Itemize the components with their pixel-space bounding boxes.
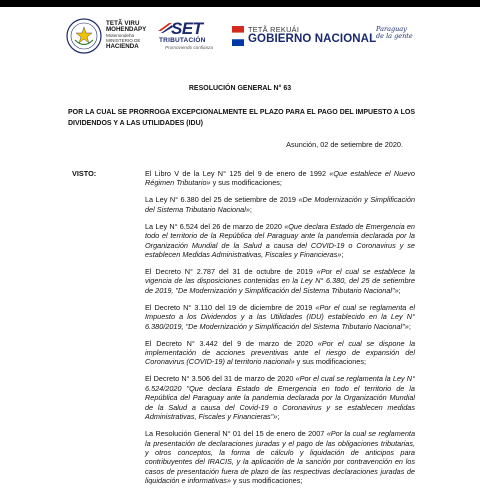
visto-paragraph: La Ley N° 6.380 del 25 de setiembre de 2019 «De Modernización y Simplificación del Sistema Tributario Nacional»; <box>145 195 415 214</box>
visto-paragraph: El Decreto N° 3.506 del 31 de marzo de 2020 «Por el cual se reglamenta la Ley N° 6.524/2020 "Que declara Estado de Emergencia en todo el territorio de la República del Paraguay ante la pandemia declarada por la Organización Mundial de la Salud a causa del Covid-19 o Coronavirus y se establecen medidas Administrativas, Fiscales y Financieras"»; <box>145 374 415 422</box>
visto-paragraph: La Resolución General N° 01 del 15 de enero de 2007 «Por la cual se reglamenta la presentación de declaraciones juradas y el pago de las obligaciones tributarias, y otros conceptos, la forma de cálculo y liquidación de anticipos para contribuyentes del IRACIS, y la aplicación de la sanción por contravención en los casos de presentación fuera de plazo de las respectivas declaraciones juradas de liquidación e informativas» y sus modificaciones; <box>145 429 415 486</box>
visto-paragraph: El Decreto N° 2.787 del 31 de octubre de 2019 «Por el cual se establece la vigencia de las disposiciones contenidas en la Ley N° 6.380, del 25 de setiembre de 2019, "De Modernización y Simplificación del Sistema Tributario Nacional"»; <box>145 267 415 295</box>
set-slogan: Promoviendo confianza <box>165 45 214 50</box>
set-logo <box>157 20 219 52</box>
government-line2: GOBIERNO NACIONAL <box>248 33 377 46</box>
visto-paragraphs <box>145 169 415 493</box>
top-bar <box>0 0 480 7</box>
paraguay-flag-icon <box>232 26 244 46</box>
ministry-line1: TETÃ VIRU <box>106 20 140 27</box>
visto-paragraph: La Ley N° 6.524 del 26 de marzo de 2020 «Que declara Estado de Emergencia en todo el territorio de la República del Paraguay ante la pandemia declarada por la Organización Mundial de la Salud a causa del COVID-19 o Coronavirus y se establecen Medidas Administrativas, Fiscales y Financieras»; <box>145 221 415 260</box>
visto-paragraph: El Decreto N° 3.110 del 19 de diciembre de 2019 «Por el cual se reglamenta el Impuesto a los Dividendos y a las Utilidades (IDU) establecido en la Ley N° 6.380/2019, "De Modernización y Simplificación del Sistema Tributario Nacional"»; <box>145 302 416 331</box>
government-logo <box>248 26 376 46</box>
resolution-title: RESOLUCIÓN GENERAL N° 63 <box>188 85 292 92</box>
ministry-seal-logo <box>66 18 102 54</box>
set-subtitle: TRIBUTACIÓN <box>159 37 206 44</box>
visto-label: VISTO: <box>72 169 97 178</box>
ministry-line4: MINISTERIO DE <box>106 38 141 43</box>
visto-paragraph: El Decreto N° 3.442 del 9 de marzo de 2020 «Por el cual se dispone la implementación de acciones preventivas ante el riesgo de expansión del Coronavirus (COVID-19) al territorio nacional» y sus modificaciones; <box>145 338 416 367</box>
ministry-line3: Motenondeha <box>106 33 135 39</box>
slogan-line1: Paraguay <box>376 25 407 33</box>
place-date: Asunción, 02 de setiembre de 2020. <box>286 140 403 149</box>
slogan-line2: de la gente <box>376 32 413 41</box>
government-line1: TETÃ REKUÁI <box>248 25 300 34</box>
ministry-line5: HACIENDA <box>106 42 139 50</box>
set-brand: SET <box>171 19 203 38</box>
ministry-line2: MOHENDAPY <box>106 26 147 34</box>
visto-paragraph: El Libro V de la Ley N° 125 del 9 de enero de 1992 «Que establece el Nuevo Régimen Tributario» y sus modificaciones; <box>145 169 415 188</box>
paraguay-slogan <box>376 26 413 40</box>
ministry-name <box>106 21 146 50</box>
resolution-heading: POR LA CUAL SE PRORROGA EXCEPCIONALMENTE EL PLAZO PARA EL PAGO DEL IMPUESTO A LOS DIVIDENDOS Y A LAS UTILIDADES (IDU) <box>68 109 415 127</box>
